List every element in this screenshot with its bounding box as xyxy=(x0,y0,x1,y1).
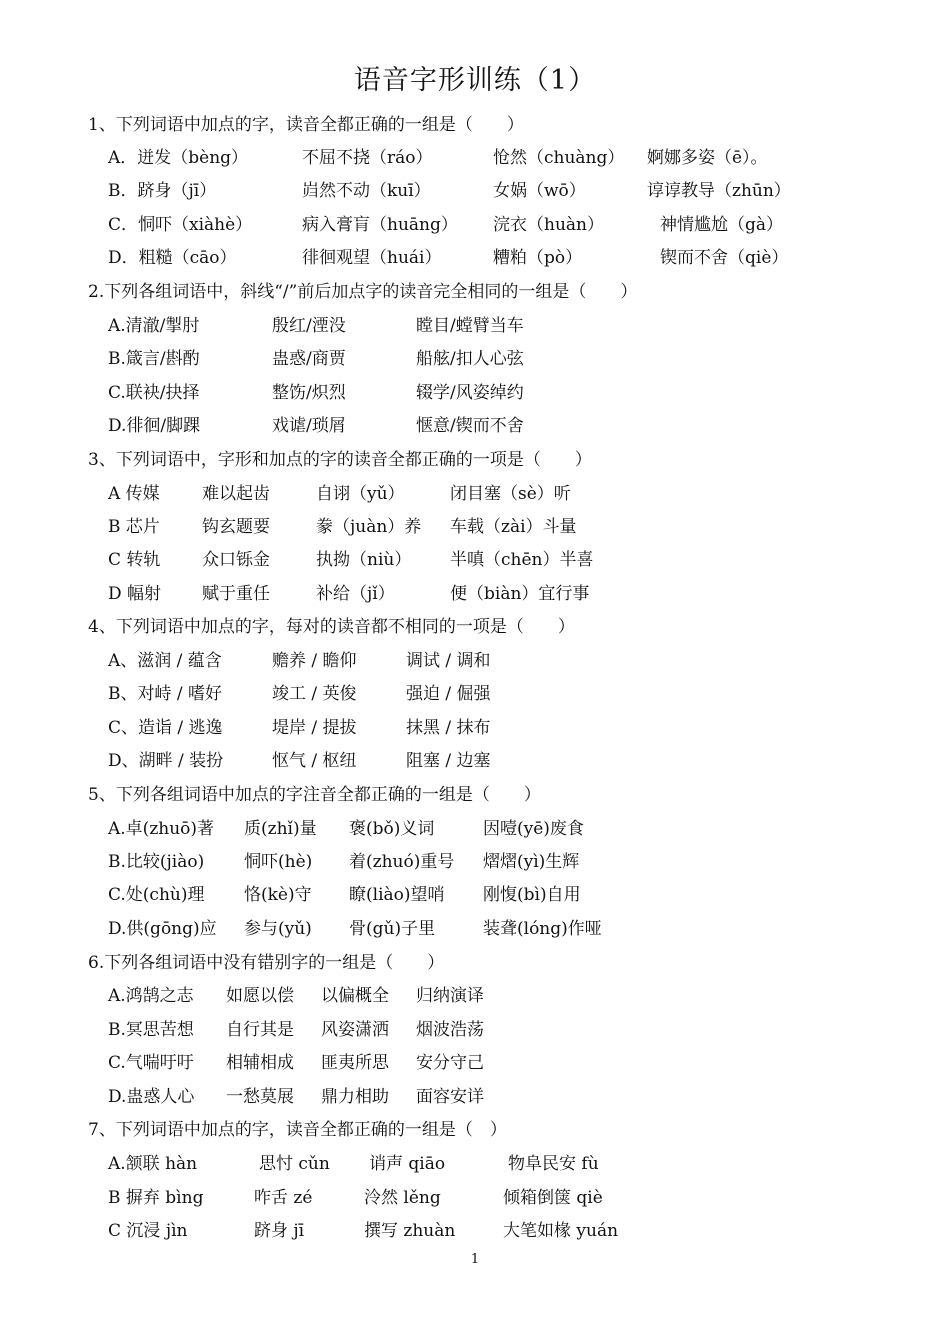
option-cell: 恫吓(hè) xyxy=(244,852,313,872)
option-cell: 辍学/风姿绰约 xyxy=(416,383,524,403)
option-cell: 堤岸 / 提拔 xyxy=(272,718,357,738)
option-cell: 烟波浩荡 xyxy=(416,1020,484,1040)
option-cell: 补给（jǐ） xyxy=(316,584,395,604)
q4-option-a xyxy=(0,646,950,676)
option-cell: 抹黑 / 抹布 xyxy=(406,718,491,738)
option-cell: C 转轨 xyxy=(108,550,161,570)
option-cell: 豢（juàn）养 xyxy=(316,517,422,537)
q6-option-c xyxy=(0,1048,950,1078)
option-cell: 惬意/锲而不舍 xyxy=(416,416,524,436)
option-cell: B 芯片 xyxy=(108,517,160,537)
question-5-stem: 5、下列各组词语中加点的字注音全都正确的一组是（ ） xyxy=(88,785,541,805)
option-cell: 咋舌 zé xyxy=(254,1188,313,1208)
option-cell: D.供(gōng)应 xyxy=(108,919,217,939)
option-cell: 女娲（wō） xyxy=(493,181,586,201)
option-cell: A.颔联 hàn xyxy=(108,1154,198,1174)
option-cell: 半嗔（chēn）半喜 xyxy=(450,550,594,570)
q3-option-b xyxy=(0,512,950,542)
option-cell: 思忖 cǔn xyxy=(259,1154,330,1174)
q1-option-a xyxy=(0,143,950,173)
option-cell: 难以起齿 xyxy=(202,484,270,504)
option-cell: 刚愎(bì)自用 xyxy=(483,885,581,905)
option-cell: 船舷/扣人心弦 xyxy=(416,349,524,369)
option-cell: 蛊惑/商贾 xyxy=(272,349,346,369)
q7-option-c xyxy=(0,1216,950,1246)
option-cell: 面容安详 xyxy=(416,1087,484,1107)
option-cell: 匪夷所思 xyxy=(321,1053,389,1073)
option-cell: 怆然（chuàng） xyxy=(493,148,625,168)
q2-option-b xyxy=(0,344,950,374)
question-4-stem: 4、下列词语中加点的字，每对的读音都不相同的一项是（ ） xyxy=(88,617,575,637)
question-3-stem: 3、下列词语中，字形和加点的字的读音全都正确的一项是（ ） xyxy=(88,450,592,470)
q7-option-a xyxy=(0,1149,950,1179)
option-cell: 物阜民安 fù xyxy=(508,1154,599,1174)
option-cell: C 沉浸 jìn xyxy=(108,1221,188,1241)
q5-option-a xyxy=(0,814,950,844)
option-cell: D．粗糙（cāo） xyxy=(108,248,237,268)
option-cell: B.比较(jiào) xyxy=(108,852,205,872)
option-cell: 瞠目/螳臂当车 xyxy=(416,316,524,336)
option-cell: D.蛊惑人心 xyxy=(108,1087,195,1107)
option-cell: 恪(kè)守 xyxy=(244,885,312,905)
q3-option-a xyxy=(0,479,950,509)
option-cell: 诮声 qiāo xyxy=(369,1154,446,1174)
option-cell: 锲而不舍（qiè） xyxy=(660,248,789,268)
option-cell: C.联袂/抉择 xyxy=(108,383,200,403)
option-cell: 怄气 / 枢纽 xyxy=(272,751,357,771)
q4-option-d xyxy=(0,746,950,776)
question-7-stem: 7、下列词语中加点的字，读音全都正确的一组是（ ） xyxy=(88,1120,507,1140)
option-cell: 褒(bǒ)义词 xyxy=(349,819,435,839)
q2-option-d xyxy=(0,411,950,441)
option-cell: 执拗（niù） xyxy=(316,550,412,570)
option-cell: 殷红/湮没 xyxy=(272,316,346,336)
option-cell: B 摒弃 bìng xyxy=(108,1188,204,1208)
option-cell: A、滋润 / 蕴含 xyxy=(108,651,222,671)
option-cell: 调试 / 调和 xyxy=(406,651,491,671)
option-cell: C．恫吓（xiàhè） xyxy=(108,215,253,235)
option-cell: 瞭(liào)望哨 xyxy=(349,885,445,905)
option-cell: 不屈不挠（ráo） xyxy=(302,148,433,168)
option-cell: 众口铄金 xyxy=(202,550,270,570)
option-cell: 病入膏肓（huāng） xyxy=(302,215,458,235)
option-cell: C.气喘吁吁 xyxy=(108,1053,194,1073)
option-cell: D 幅射 xyxy=(108,584,162,604)
option-cell: 质(zhǐ)量 xyxy=(244,819,317,839)
option-cell: 岿然不动（kuī） xyxy=(302,181,431,201)
q3-option-d xyxy=(0,579,950,609)
q1-option-b xyxy=(0,176,950,206)
option-cell: 大笔如椽 yuán xyxy=(503,1221,619,1241)
option-cell: 强迫 / 倔强 xyxy=(406,684,491,704)
option-cell: 车载（zài）斗量 xyxy=(450,517,577,537)
option-cell: B.冥思苦想 xyxy=(108,1020,194,1040)
option-cell: 安分守己 xyxy=(416,1053,484,1073)
page-number: 1 xyxy=(470,1252,480,1267)
option-cell: 风姿潇洒 xyxy=(321,1020,389,1040)
option-cell: D、湖畔 / 装扮 xyxy=(108,751,224,771)
option-cell: 便（biàn）宜行事 xyxy=(450,584,590,604)
question-1-stem: 1、下列词语中加点的字，读音全都正确的一组是（ ） xyxy=(88,115,524,135)
option-cell: 整饬/炽烈 xyxy=(272,383,346,403)
option-cell: A.卓(zhuō)著 xyxy=(108,819,215,839)
option-cell: 赡养 / 瞻仰 xyxy=(272,651,357,671)
option-cell: A.鸿鹄之志 xyxy=(108,986,194,1006)
option-cell: 倾箱倒箧 qiè xyxy=(503,1188,603,1208)
option-cell: 相辅相成 xyxy=(226,1053,294,1073)
option-cell: 钩玄题要 xyxy=(202,517,270,537)
option-cell: 戏谑/琐屑 xyxy=(272,416,346,436)
q1-option-c xyxy=(0,210,950,240)
q4-option-b xyxy=(0,679,950,709)
option-cell: 参与(yǔ) xyxy=(244,919,312,939)
option-cell: 骨(gǔ)子里 xyxy=(349,919,436,939)
option-cell: C、造诣 / 逃逸 xyxy=(108,718,223,738)
option-cell: 谆谆教导（zhūn） xyxy=(647,181,791,201)
question-6-stem: 6.下列各组词语中没有错别字的一组是（ ） xyxy=(88,953,445,973)
q2-option-c xyxy=(0,378,950,408)
option-cell: D.徘徊/脚踝 xyxy=(108,416,201,436)
page-title: 语音字形训练（1） xyxy=(353,65,597,96)
option-cell: 归纳演译 xyxy=(416,986,484,1006)
option-cell: B、对峙 / 嗜好 xyxy=(108,684,223,704)
q4-option-c xyxy=(0,713,950,743)
option-cell: 因噎(yē)废食 xyxy=(483,819,584,839)
option-cell: 赋于重任 xyxy=(202,584,270,604)
option-cell: 竣工 / 英俊 xyxy=(272,684,357,704)
option-cell: 如愿以偿 xyxy=(226,986,294,1006)
option-cell: A．迸发（bèng） xyxy=(108,148,249,168)
option-cell: B.箴言/斟酌 xyxy=(108,349,200,369)
option-cell: 跻身 jī xyxy=(254,1221,305,1241)
option-cell: 撰写 zhuàn xyxy=(364,1221,456,1241)
option-cell: 糟粕（pò） xyxy=(493,248,583,268)
option-cell: 浣衣（huàn） xyxy=(493,215,604,235)
option-cell: 闭目塞（sè）听 xyxy=(450,484,571,504)
option-cell: 一愁莫展 xyxy=(226,1087,294,1107)
option-cell: C.处(chù)理 xyxy=(108,885,205,905)
option-cell: 自诩（yǔ） xyxy=(316,484,405,504)
option-cell: 泠然 lěng xyxy=(364,1188,441,1208)
option-cell: A 传媒 xyxy=(108,484,160,504)
option-cell: 着(zhuó)重号 xyxy=(349,852,455,872)
option-cell: 装聋(lóng)作哑 xyxy=(483,919,602,939)
q2-option-a xyxy=(0,311,950,341)
q7-option-b xyxy=(0,1183,950,1213)
question-2-stem: 2.下列各组词语中，斜线“/”前后加点字的读音完全相同的一组是（ ） xyxy=(88,282,638,302)
q6-option-a xyxy=(0,981,950,1011)
option-cell: 鼎力相助 xyxy=(321,1087,389,1107)
q5-option-d xyxy=(0,914,950,944)
option-cell: 熠熠(yì)生辉 xyxy=(483,852,580,872)
q1-option-d xyxy=(0,243,950,273)
q5-option-b xyxy=(0,847,950,877)
q6-option-b xyxy=(0,1015,950,1045)
option-cell: 阻塞 / 边塞 xyxy=(406,751,491,771)
option-cell: 徘徊观望（huái） xyxy=(302,248,442,268)
option-cell: 自行其是 xyxy=(226,1020,294,1040)
option-cell: 以偏概全 xyxy=(321,986,389,1006)
q3-option-c xyxy=(0,545,950,575)
option-cell: 婀娜多姿（ē）。 xyxy=(647,148,768,168)
q5-option-c xyxy=(0,880,950,910)
q6-option-d xyxy=(0,1082,950,1112)
option-cell: 神情尴尬（gà） xyxy=(660,215,784,235)
option-cell: A.清澈/掣肘 xyxy=(108,316,200,336)
option-cell: B．跻身（jī） xyxy=(108,181,217,201)
